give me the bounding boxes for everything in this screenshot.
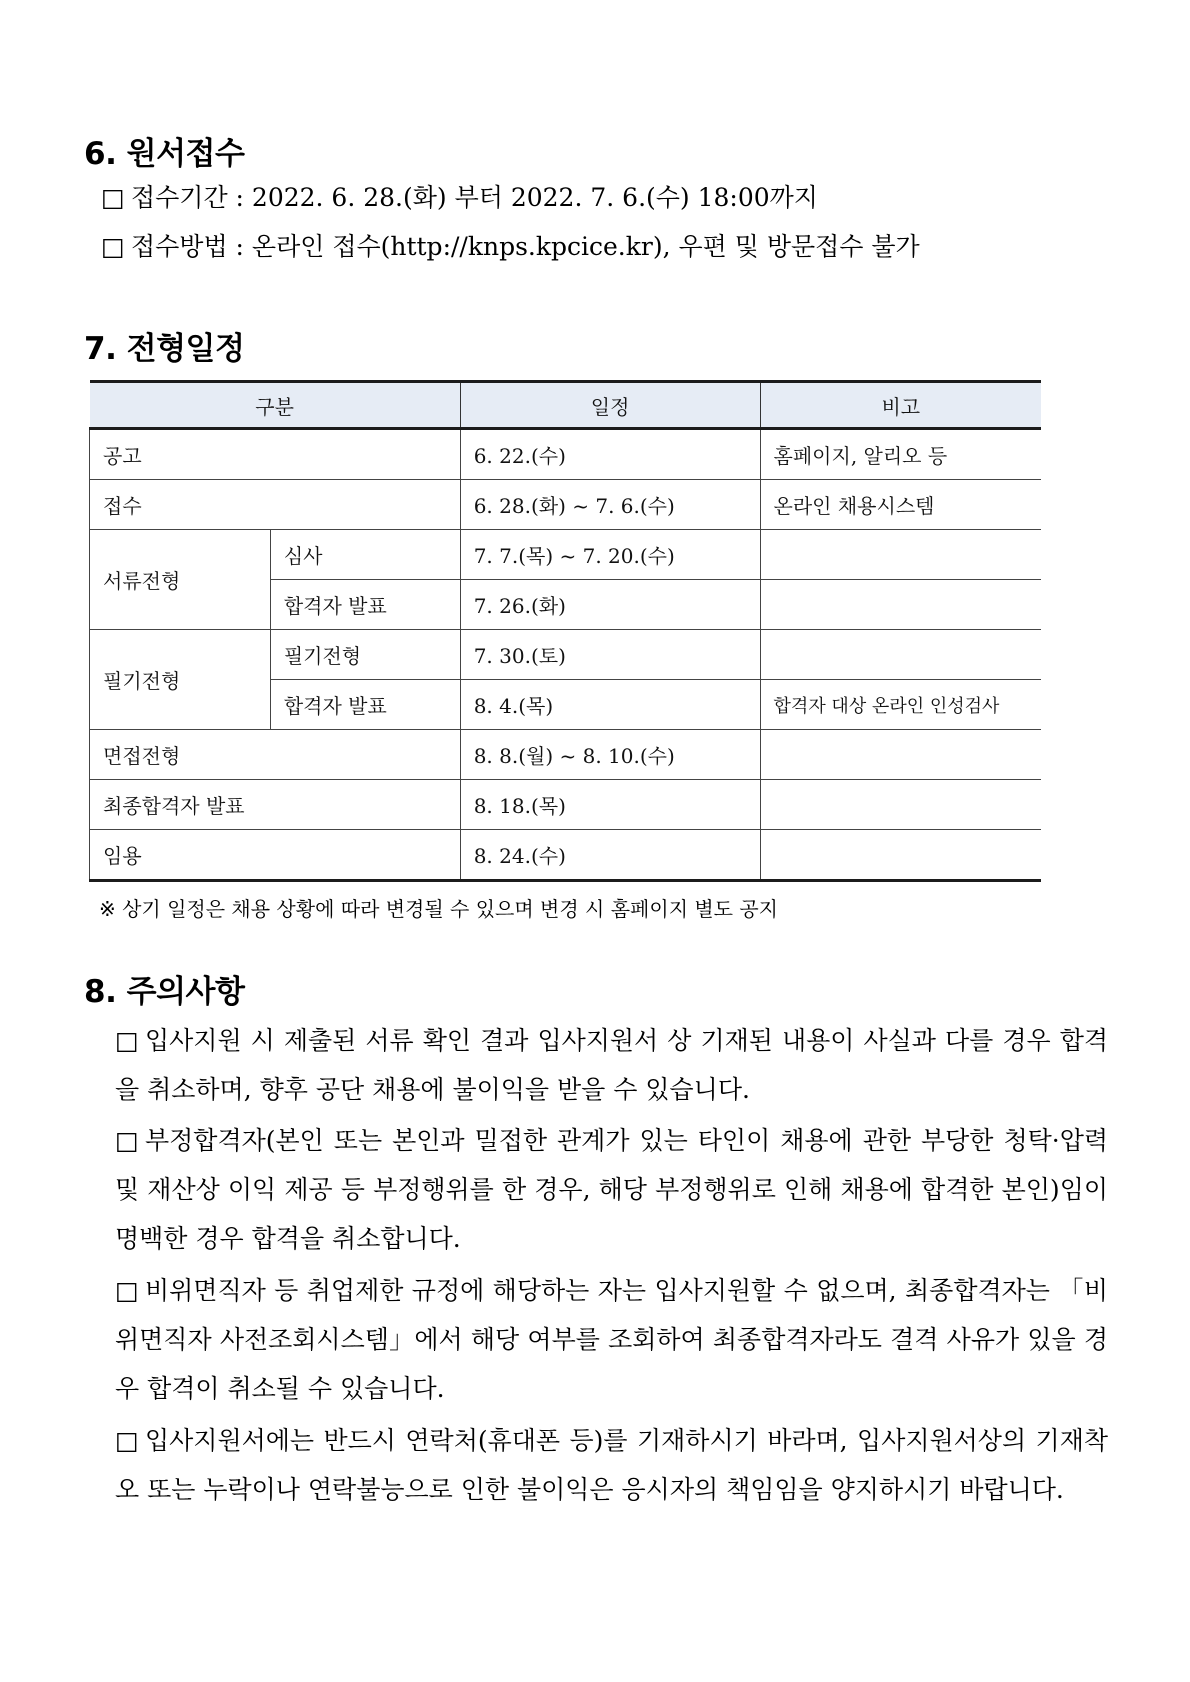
row-note: 홈페이지, 알리오 등	[760, 429, 1041, 480]
notice-text: 입사지원 시 제출된 서류 확인 결과 입사지원서 상 기재된 내용이 사실과 다를 경우 합격을 취소하며, 향후 공단 채용에 불이익을 받을 수 있습니다.	[115, 1026, 1108, 1104]
table-row	[90, 530, 1042, 580]
schedule-footnote: ※ 상기 일정은 채용 상황에 따라 변경될 수 있으며 변경 시 홈페이지 별도 공지	[99, 897, 779, 921]
notice-text: 비위면직자 등 취업제한 규정에 해당하는 자는 입사지원할 수 없으며, 최종합격자는 「비위면직자 사전조회시스템」에서 해당 여부를 조회하여 최종합격자라도 결격 사유가 있을 경우 합격이 취소될 수 있습니다.	[115, 1276, 1108, 1403]
row-date: 7. 30.(토)	[460, 630, 760, 680]
table-row	[90, 730, 1042, 780]
checkbox-bullet: □	[101, 183, 125, 212]
notice-text: 입사지원서에는 반드시 연락처(휴대폰 등)를 기재하시기 바라며, 입사지원서상의 기재착오 또는 누락이나 연락불능으로 인한 불이익은 응시자의 책임임을 양지하시기 바랍니다.	[115, 1426, 1108, 1504]
row-note	[760, 530, 1041, 580]
row-group: 필기전형	[90, 630, 271, 730]
row-category: 임용	[90, 830, 461, 881]
table-row	[90, 830, 1042, 881]
notice-item-1	[115, 1016, 1108, 1114]
header-note: 비고	[760, 382, 1041, 429]
row-category: 면접전형	[90, 730, 461, 780]
schedule-table	[89, 380, 1041, 882]
row-date: 6. 22.(수)	[460, 429, 760, 480]
row-category: 접수	[90, 480, 461, 530]
application-method	[101, 227, 920, 263]
checkbox-bullet: □	[101, 232, 125, 261]
table-row	[90, 480, 1042, 530]
section-7-title: 7. 전형일정	[84, 331, 245, 367]
table-row	[90, 429, 1042, 480]
row-date: 6. 28.(화) ~ 7. 6.(수)	[460, 480, 760, 530]
section-6-title: 6. 원서접수	[84, 136, 245, 172]
row-note	[760, 580, 1041, 630]
row-date: 8. 8.(월) ~ 8. 10.(수)	[460, 730, 760, 780]
notice-text: 부정합격자(본인 또는 본인과 밀접한 관계가 있는 타인이 채용에 관한 부당한 청탁·압력 및 재산상 이익 제공 등 부정행위를 한 경우, 해당 부정행위로 인해 채용에 합격한 본인)임이 명백한 경우 합격을 취소합니다.	[115, 1126, 1108, 1253]
row-note: 합격자 대상 온라인 인성검사	[760, 680, 1041, 730]
notice-item-2	[115, 1116, 1108, 1263]
section-8-title: 8. 주의사항	[84, 974, 245, 1010]
application-period-text: 접수기간 : 2022. 6. 28.(화) 부터 2022. 7. 6.(수) 18:00까지	[131, 183, 818, 212]
row-note: 온라인 채용시스템	[760, 480, 1041, 530]
header-date: 일정	[460, 382, 760, 429]
row-note	[760, 630, 1041, 680]
row-category: 공고	[90, 429, 461, 480]
row-date: 8. 18.(목)	[460, 780, 760, 830]
application-method-text: 접수방법 : 온라인 접수(http://knps.kpcice.kr), 우편 및 방문접수 불가	[131, 232, 920, 261]
checkbox-bullet: □	[115, 1126, 139, 1155]
row-group: 서류전형	[90, 530, 271, 630]
header-category: 구분	[90, 382, 461, 429]
checkbox-bullet: □	[115, 1426, 139, 1455]
row-subcategory: 합격자 발표	[270, 580, 460, 630]
table-header-row	[90, 382, 1042, 429]
checkbox-bullet: □	[115, 1276, 139, 1305]
application-period	[101, 178, 818, 214]
row-note	[760, 830, 1041, 881]
checkbox-bullet: □	[115, 1026, 139, 1055]
row-subcategory: 필기전형	[270, 630, 460, 680]
notice-item-4	[115, 1416, 1108, 1514]
row-date: 8. 24.(수)	[460, 830, 760, 881]
table-row	[90, 780, 1042, 830]
row-date: 8. 4.(목)	[460, 680, 760, 730]
table-row	[90, 630, 1042, 680]
row-date: 7. 26.(화)	[460, 580, 760, 630]
row-note	[760, 730, 1041, 780]
row-note	[760, 780, 1041, 830]
row-subcategory: 합격자 발표	[270, 680, 460, 730]
row-date: 7. 7.(목) ~ 7. 20.(수)	[460, 530, 760, 580]
notice-item-3	[115, 1266, 1108, 1413]
row-subcategory: 심사	[270, 530, 460, 580]
row-category: 최종합격자 발표	[90, 780, 461, 830]
